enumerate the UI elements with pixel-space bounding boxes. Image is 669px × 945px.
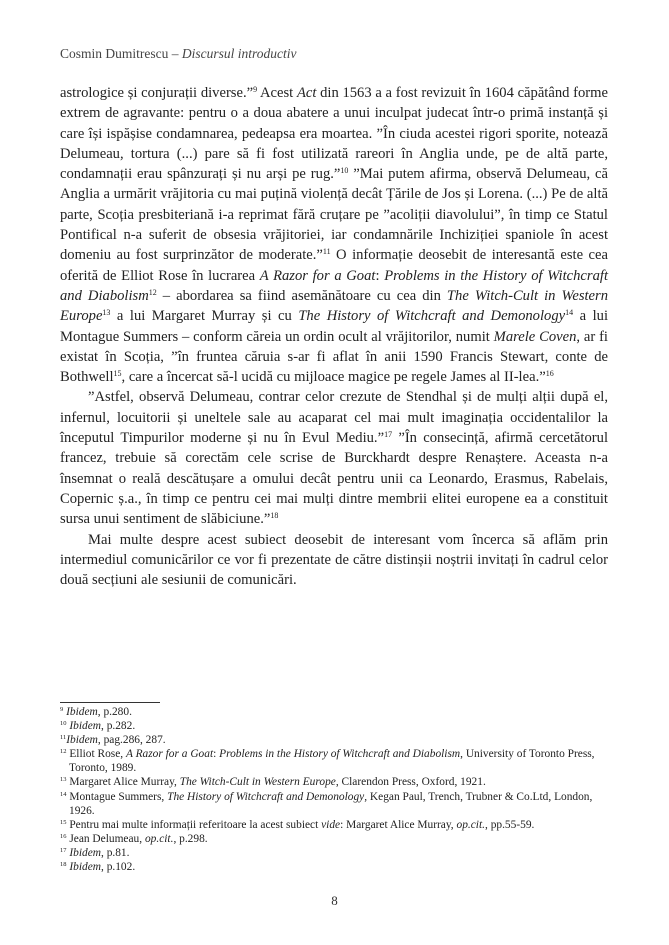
italic-text: vide: [321, 818, 341, 831]
footnote-ref: 14: [60, 790, 67, 798]
footnote-ref: 12: [60, 748, 67, 756]
text-run: :: [213, 748, 220, 761]
text-run: , p.282.: [101, 720, 136, 733]
running-head-separator: –: [171, 46, 179, 61]
running-head-author: Cosmin Dumitrescu: [60, 46, 169, 61]
footnote-ref: 17: [60, 846, 67, 854]
italic-text: op.cit.: [456, 818, 485, 831]
italic-text: Problems in the History of Witchcraft and Diabolism: [60, 267, 608, 304]
running-head-part: Discursul introductiv: [181, 46, 297, 61]
footnote-ref: 10: [60, 720, 67, 728]
footnote-ref: 11: [60, 734, 67, 742]
text-run: , Kegan Paul, Trench, Trubner & Co.Ltd, London, 1926.: [69, 790, 593, 817]
italic-text: Problems in the History of Witchcraft and Diabolism: [219, 748, 461, 761]
running-head: [60, 46, 297, 62]
page-number: 8: [331, 893, 338, 908]
footnote-ref: 17: [384, 430, 393, 440]
footnote-ref: 14: [565, 308, 574, 318]
text-run: Margaret Alice Murray,: [66, 776, 180, 789]
italic-text: Ibidem: [69, 861, 101, 874]
text-run: a lui Margaret Murray și cu: [110, 308, 299, 325]
text-run: Montague Summers,: [66, 790, 168, 803]
footnote-ref: 10: [340, 166, 349, 176]
text-run: ”În consecință, afirmă cercetătorul francez, trebuie să corectăm cele scrise de Burckhardt despre Renaștere. Aceasta n-a însemnat o reală descătușare a omului decât pentru unii ca Leonardo, Erasmus, Rabelais, Copernic ș.a., în timp ce pentru cei mai mulți dintre membrii elitei europene ea a constituit sursa unui sentiment de slăbiciune.”: [60, 430, 608, 528]
italic-text: Act: [296, 85, 317, 101]
paragraph: [60, 387, 608, 529]
footnote: [60, 860, 608, 874]
italic-text: Ibidem: [66, 734, 98, 747]
text-run: , p.81.: [101, 846, 130, 859]
footnote-ref: 13: [102, 308, 111, 318]
italic-text: Ibidem: [69, 720, 101, 733]
footnote-ref: 11: [322, 247, 331, 257]
footnote-ref: 9: [60, 706, 64, 713]
text-run: , p.280.: [97, 706, 132, 718]
text-run: Acest: [257, 85, 297, 101]
footnote-ref: 9: [253, 85, 258, 94]
footnote-rule: [60, 702, 160, 703]
text-run: din 1563 a a fost revizuit în 1604 căpătând forme extrem de agravante: pentru o a doua abatere a unui inculpat judecat într-o primă instanță și care își ispășise condamnarea, pedeapsa era moartea. ”În ciuda acestei rigori sporite, notează Delumeau, tortura (...) pare să fi fost utilizată rareori în Anglia unde, pe de altă parte, condamnații erau spânzurați și nu arși pe rug.”: [60, 85, 608, 183]
footnote-ref: 12: [148, 287, 157, 297]
paragraph: [60, 83, 608, 387]
text-run: , ar fi existat în Scoția, ”în fruntea căruia s-ar fi aflat în anii 1590 Francis Stewart, conte de Bothwell: [60, 328, 608, 386]
footnote-ref: 18: [60, 861, 67, 869]
footnote-ref: 15: [60, 818, 67, 826]
paragraph: [60, 530, 608, 591]
text-run: , p.298.: [173, 832, 208, 845]
text-run: Pentru mai multe informații referitoare la acest subiect: [66, 818, 322, 831]
italic-text: Ibidem: [66, 706, 98, 718]
italic-text: The Witch-Cult in Western Europe: [60, 287, 609, 325]
text-run: Mai multe despre acest subiect deosebit de interesant vom încerca să aflăm prin intermediul comunicărilor ce vor fi prezentate de către distinșii noștrii invitați în cadrul celor două secțiuni ale sesiunii de comunicări.: [60, 531, 608, 589]
text-run: , pag.286, 287.: [97, 734, 166, 747]
text-run: , care a încercat să-l ucidă cu mijloace magice pe regele James al II-lea.”: [121, 369, 546, 386]
footnote: [60, 832, 608, 846]
text-run: , p.102.: [101, 861, 136, 874]
text-run: :: [375, 267, 385, 284]
footnotes: [60, 702, 608, 874]
italic-text: op.cit.: [144, 832, 174, 845]
text-run: astrologice și conjurații diverse.”: [60, 85, 254, 101]
footnote-ref: 13: [60, 776, 67, 784]
italic-text: A Razor for a Goat: [125, 748, 214, 761]
text-run: , pp.55-59.: [485, 818, 535, 831]
text-run: Jean Delumeau,: [66, 832, 145, 845]
footnote: [60, 818, 608, 832]
italic-text: The Witch-Cult in Western Europe: [179, 776, 336, 789]
text-run: O informație deosebit de interesantă este cea oferită de Elliot Rose în lucrarea: [60, 247, 608, 284]
footnote: [60, 719, 608, 733]
footnote: [60, 747, 608, 775]
footnote: [60, 705, 608, 719]
text-run: , Clarendon Press, Oxford, 1921.: [335, 776, 486, 789]
footnote: [60, 775, 608, 789]
text-run: – abordarea sa fiind asemănătoare cu cea din: [156, 287, 447, 304]
text-run: ”Astfel, observă Delumeau, contrar celor crezute de Stendhal și de mulți alții după el, infernul, locuitorii și uneltele sale au acaparat cel mai mult imaginația occidentalilor la începutul Timpurilor moderne și nu în Evul Mediu.”: [60, 389, 608, 447]
text-run: : Margaret Alice Murray,: [340, 818, 457, 831]
text-run: ”Mai putem afirma, observă Delumeau, că Anglia a urmărit vrăjitoria cu mai puțină violență decât Țările de Jos și Lorena. (...) Pe de altă parte, Scoția presbiteriană i-a reprimat fără cruțare pe ”acoliții diavolului”, în timp ce Statul Pontifical n-a suferit de obsesia vrăjitoriei, iar condamnările Inchiziției spaniole în acest domeniu au fost surprinzător de moderate.”: [60, 166, 609, 264]
footnote: [60, 790, 608, 818]
italic-text: The History of Witchcraft and Demonology: [167, 790, 365, 803]
footnote: [60, 846, 608, 860]
text-run: , University of Toronto Press, Toronto, 1989.: [69, 748, 595, 775]
italic-text: A Razor for a Goat: [259, 267, 376, 284]
italic-text: Ibidem: [69, 846, 101, 859]
footnote-ref: 18: [270, 511, 279, 521]
footnote-ref: 16: [60, 832, 67, 840]
footnote-ref: 16: [545, 369, 554, 379]
text-run: Elliot Rose,: [66, 748, 126, 761]
footnote-ref: 15: [113, 369, 122, 379]
text-run: a lui Montague Summers – conform căreia un ordin ocult al vrăjitorilor, numit: [60, 308, 608, 345]
italic-text: The History of Witchcraft and Demonology: [298, 308, 566, 325]
footnote: [60, 733, 608, 747]
italic-text: Marele Coven: [493, 328, 577, 345]
main-text: [60, 83, 608, 590]
